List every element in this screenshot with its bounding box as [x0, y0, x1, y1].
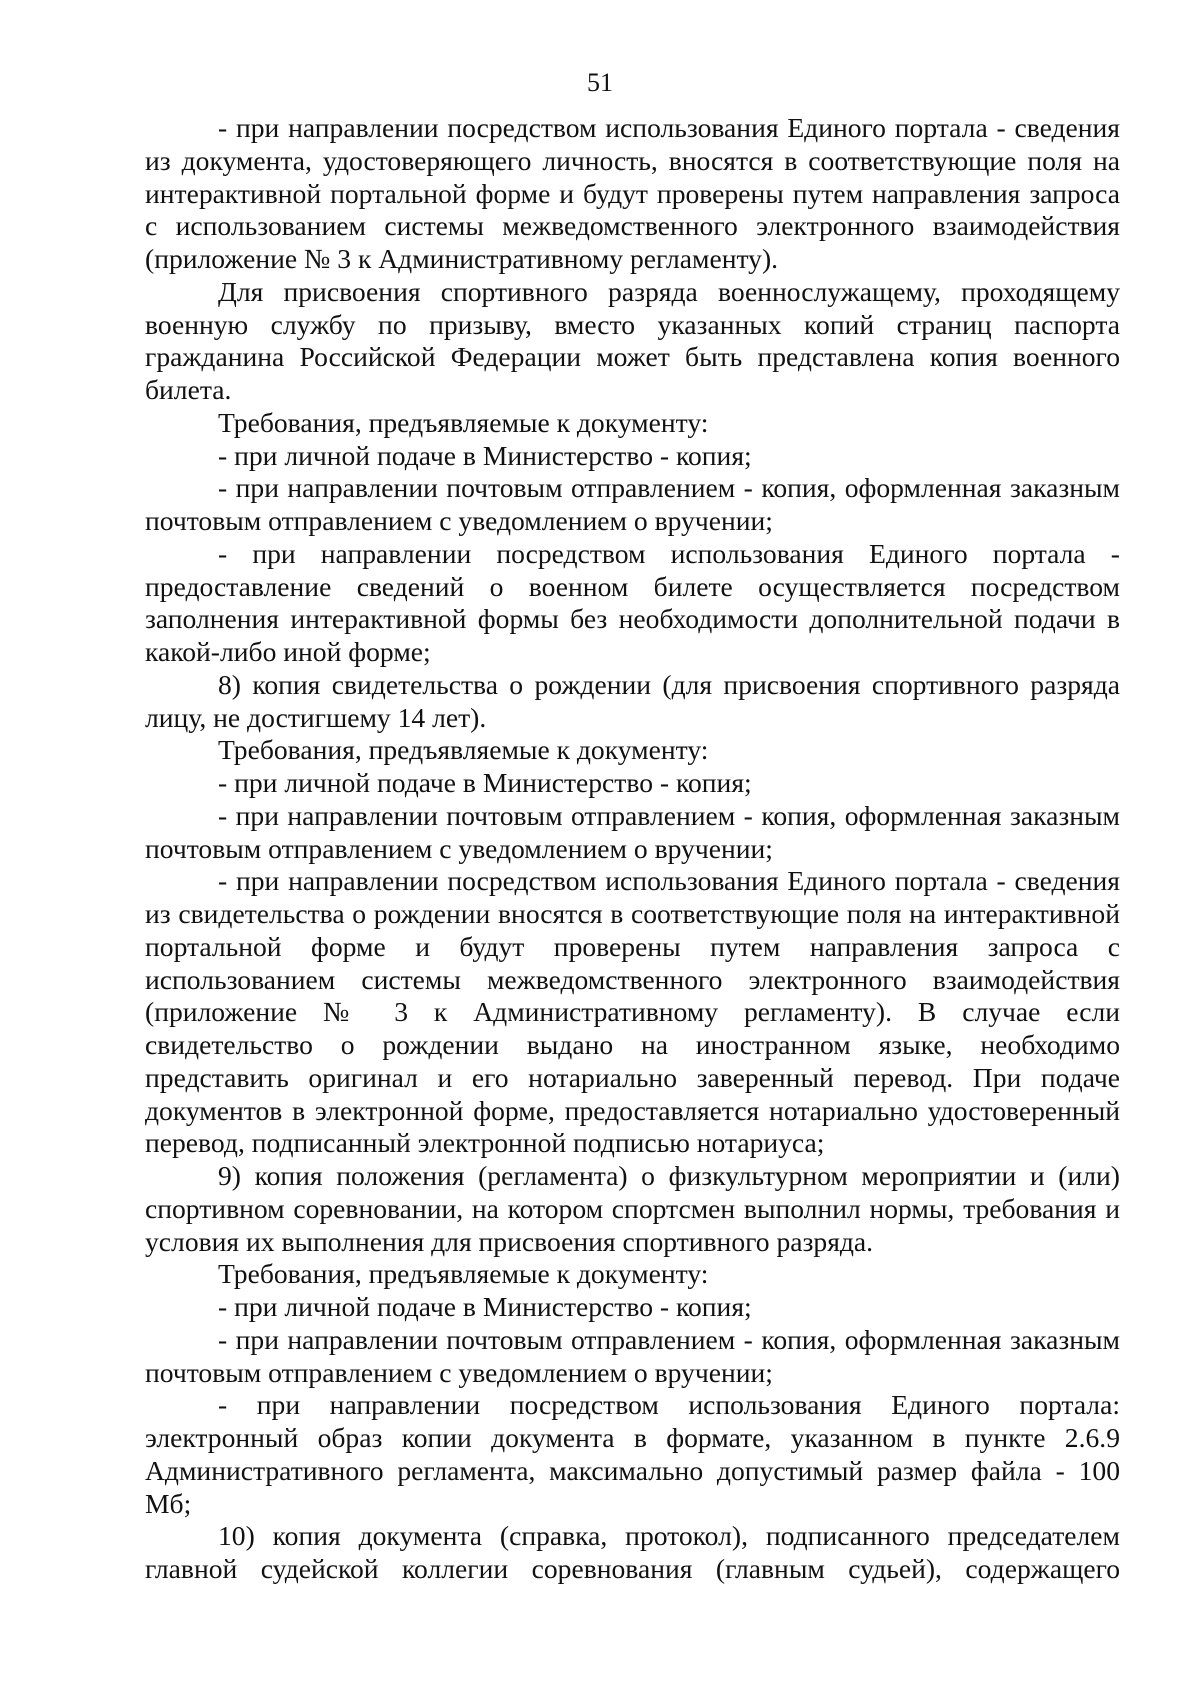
paragraph: - при направлении посредством использования Единого портала - сведения из свидетельства о рождении вносятся в соответствующие поля на интерактивной портальной форме и будут проверены путем направления запроса с использованием системы межведомственного электронного взаимодействия (приложение № 3 к Административному регламенту). В случае если свидетельство о рождении выдано на иностранном языке, необходимо представить оригинал и его нотариально заверенный перевод. При подаче документов в электронной форме, предоставляется нотариально удостоверенный перевод, подписанный электронной подписью нотариуса;	[145, 865, 1120, 1159]
paragraph: - при личной подаче в Министерство - копия;	[218, 439, 752, 471]
paragraph: Требования, предъявляемые к документу:	[218, 1258, 709, 1290]
document-body	[145, 112, 1120, 1586]
paragraph: - при направлении посредством использования Единого портала - предоставление сведений о военном билете осуществляется посредством заполнения интерактивной формы без необходимости дополнительной подачи в какой-либо иной форме;	[145, 537, 1120, 667]
paragraph: - при направлении почтовым отправлением - копия, оформленная заказным почтовым отправлением с уведомлением о вручении;	[145, 472, 1120, 536]
paragraph: 8) копия свидетельства о рождении (для присвоения спортивного разряда лицу, не достигшему 14 лет).	[145, 668, 1120, 733]
paragraph: 9) копия положения (регламента) о физкультурном мероприятии и (или) спортивном соревновании, на котором спортсмен выполнил нормы, требования и условия их выполнения для присвоения спортивного разряда.	[145, 1160, 1120, 1257]
paragraph: - при направлении посредством использования Единого портала - сведения из документа, удостоверяющего личность, вносятся в соответствующие поля на интерактивной портальной форме и будут проверены путем направления запроса с использованием системы межведомственного электронного взаимодействия (приложение № 3 к Административному регламенту).	[145, 112, 1120, 274]
page-number: 51	[587, 68, 613, 97]
paragraph: Для присвоения спортивного разряда военнослужащему, проходящему военную службу по призыву, вместо указанных копий страниц паспорта гражданина Российской Федерации может быть представлена копия военного билета.	[145, 275, 1120, 405]
paragraph: Требования, предъявляемые к документу:	[218, 734, 709, 766]
paragraph: - при личной подаче в Министерство - копия;	[218, 767, 752, 798]
paragraph: - при направлении посредством использования Единого портала: электронный образ копии документа в формате, указанном в пункте 2.6.9 Административного регламента, максимально допустимый размер файла - 100 Мб;	[145, 1389, 1120, 1519]
paragraph: - при личной подаче в Министерство - копия;	[218, 1291, 752, 1322]
paragraph: - при направлении почтовым отправлением - копия, оформленная заказным почтовым отправлением с уведомлением о вручении;	[145, 1323, 1120, 1388]
paragraph: 10) копия документа (справка, протокол), подписанного председателем главной судейской коллегии соревнования (главным судьей), содержащего	[145, 1520, 1120, 1584]
paragraph: Требования, предъявляемые к документу:	[218, 406, 709, 438]
paragraph: - при направлении почтовым отправлением - копия, оформленная заказным почтовым отправлением с уведомлением о вручении;	[145, 799, 1120, 864]
